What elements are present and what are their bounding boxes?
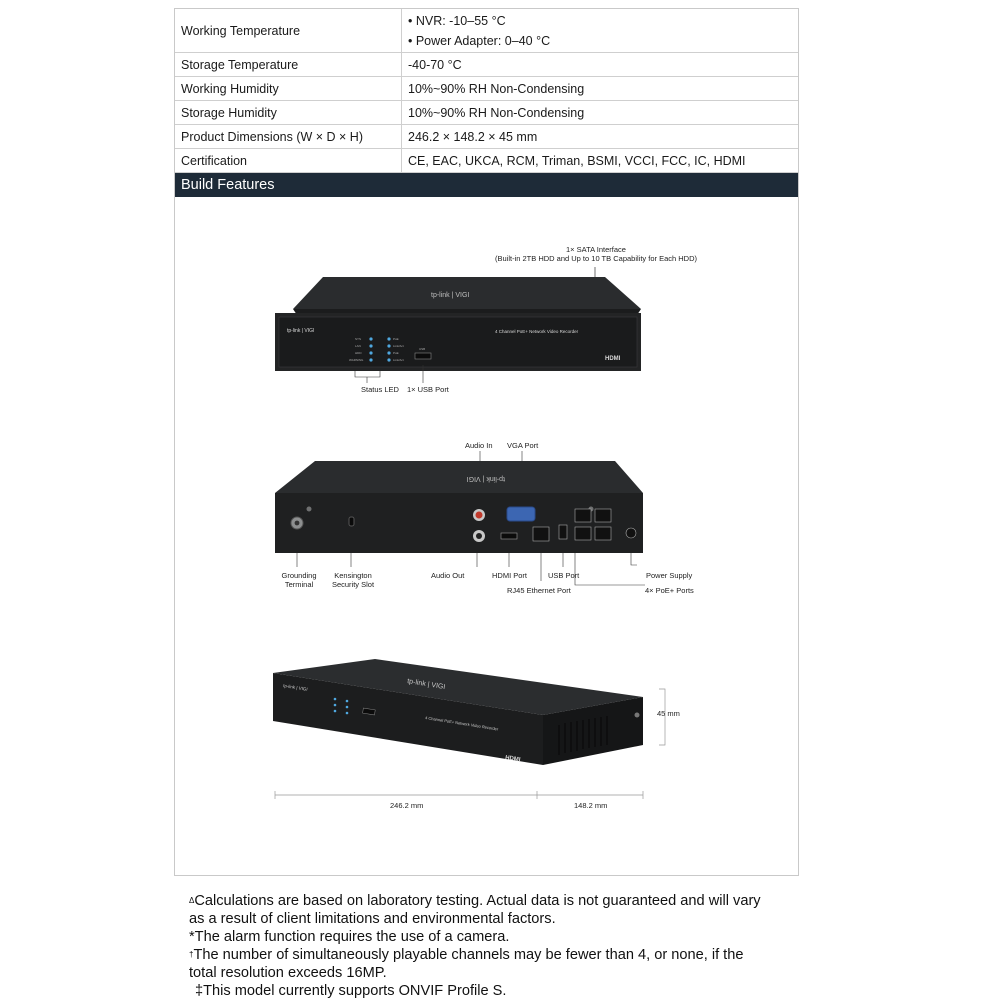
led-label: SYS xyxy=(355,337,362,341)
build-features-header: Build Features xyxy=(175,173,798,197)
spec-value xyxy=(402,9,799,53)
spec-value: 246.2 × 148.2 × 45 mm xyxy=(402,125,799,149)
depth-dimension-label: 148.2 mm xyxy=(571,801,610,810)
footnote-text: Calculations are based on laboratory testing. Actual data is not guaranteed and will vary xyxy=(194,893,761,909)
spec-label: Working Temperature xyxy=(175,9,402,53)
front-brand-text: tp-link | VIGI xyxy=(287,328,315,334)
led-label: WARNING xyxy=(349,358,364,362)
spec-value-line: • Power Adapter: 0–40 °C xyxy=(408,33,551,48)
footnote-mark: † xyxy=(189,950,194,959)
sata-label xyxy=(494,245,698,263)
rj45-label: RJ45 Ethernet Port xyxy=(507,586,571,595)
footnote-line xyxy=(189,892,809,910)
poe-ports-label: 4× PoE+ Ports xyxy=(645,586,694,595)
footnote-line: total resolution exceeds 16MP. xyxy=(189,965,387,981)
angled-hdmi-logo: HDMI xyxy=(504,755,521,764)
led-label: HDD xyxy=(355,351,362,355)
angled-front-brand: tp-link | VIGI xyxy=(282,683,309,692)
spec-row-working-temperature xyxy=(175,9,798,53)
spec-value: CE, EAC, UKCA, RCM, Triman, BSMI, VCCI, FCC, IC, HDMI xyxy=(402,149,799,173)
nvr-front-view xyxy=(175,197,798,397)
power-supply-label: Power Supply xyxy=(646,571,693,580)
vga-port-label: VGA Port xyxy=(507,441,539,450)
model-text: 4 Channel PoE+ Network Video Recorder xyxy=(495,329,579,334)
build-features-figure xyxy=(175,197,798,869)
usb-mark: USB xyxy=(419,347,426,351)
spec-table xyxy=(175,9,798,173)
footnote-line: *The alarm function requires the use of a camera. xyxy=(189,929,510,945)
spec-label: Working Humidity xyxy=(175,77,402,101)
spec-label: Certification xyxy=(175,149,402,173)
footnote-line xyxy=(189,946,809,964)
nvr-angled-view xyxy=(175,637,798,817)
angled-top-brand: tp-link | VIGI xyxy=(406,678,446,691)
status-led-label: Status LED xyxy=(361,385,399,394)
footnotes xyxy=(189,892,809,1000)
kensington-label xyxy=(327,571,379,589)
spec-row-product-dimensions xyxy=(175,125,798,149)
width-dimension-label: 246.2 mm xyxy=(387,801,426,810)
spec-sheet xyxy=(174,8,799,876)
hdmi-logo: HDMI xyxy=(605,356,621,362)
sata-label-line2: (Built-in 2TB HDD and Up to 10 TB Capability for Each HDD) xyxy=(494,254,698,263)
footnote-mark: Δ xyxy=(189,896,195,905)
angled-model-text: 4 Channel PoE+ Network Video Recorder xyxy=(424,715,499,732)
led-label: LAN xyxy=(355,344,361,348)
spec-label: Storage Humidity xyxy=(175,101,402,125)
spec-value-line: • NVR: -10–55 °C xyxy=(408,13,506,28)
hdmi-port-label: HDMI Port xyxy=(492,571,528,580)
sata-label-line1: 1× SATA Interface xyxy=(566,245,626,254)
spec-row-working-humidity xyxy=(175,77,798,101)
audio-in-label: Audio In xyxy=(465,441,493,450)
footnote-line: as a result of client limitations and environmental factors. xyxy=(189,911,556,927)
grounding-line1: Grounding xyxy=(281,571,317,580)
audio-out-label: Audio Out xyxy=(431,571,465,580)
spec-value: 10%~90% RH Non-Condensing xyxy=(402,77,799,101)
led-label: PoE xyxy=(393,337,399,341)
top-brand-text: tp-link | VIGI xyxy=(431,292,470,299)
led-label: Link/Act xyxy=(393,358,404,362)
grounding-terminal-label xyxy=(275,571,323,589)
height-dimension-label: 45 mm xyxy=(657,709,680,718)
spec-label: Product Dimensions (W × D × H) xyxy=(175,125,402,149)
footnote-text: The number of simultaneously playable channels may be fewer than 4, or none, if the xyxy=(193,947,744,963)
spec-label: Storage Temperature xyxy=(175,53,402,77)
front-usb-label: 1× USB Port xyxy=(407,385,449,394)
spec-row-storage-humidity xyxy=(175,101,798,125)
footnote-line: ‡This model currently supports ONVIF Profile S. xyxy=(195,983,507,999)
spec-row-certification xyxy=(175,149,798,173)
rear-top-brand: tp-link | VIGI xyxy=(466,475,505,482)
nvr-rear-view xyxy=(175,437,798,617)
kensington-line2: Security Slot xyxy=(331,580,375,589)
led-label: PoE xyxy=(393,351,399,355)
kensington-line1: Kensington xyxy=(334,571,372,580)
front-usb-port xyxy=(415,353,431,359)
led-label: Link/Act xyxy=(393,344,404,348)
spec-value: -40-70 °C xyxy=(402,53,799,77)
grounding-line2: Terminal xyxy=(284,580,314,589)
spec-value: 10%~90% RH Non-Condensing xyxy=(402,101,799,125)
spec-row-storage-temperature xyxy=(175,53,798,77)
rear-usb-port-label: USB Port xyxy=(548,571,580,580)
